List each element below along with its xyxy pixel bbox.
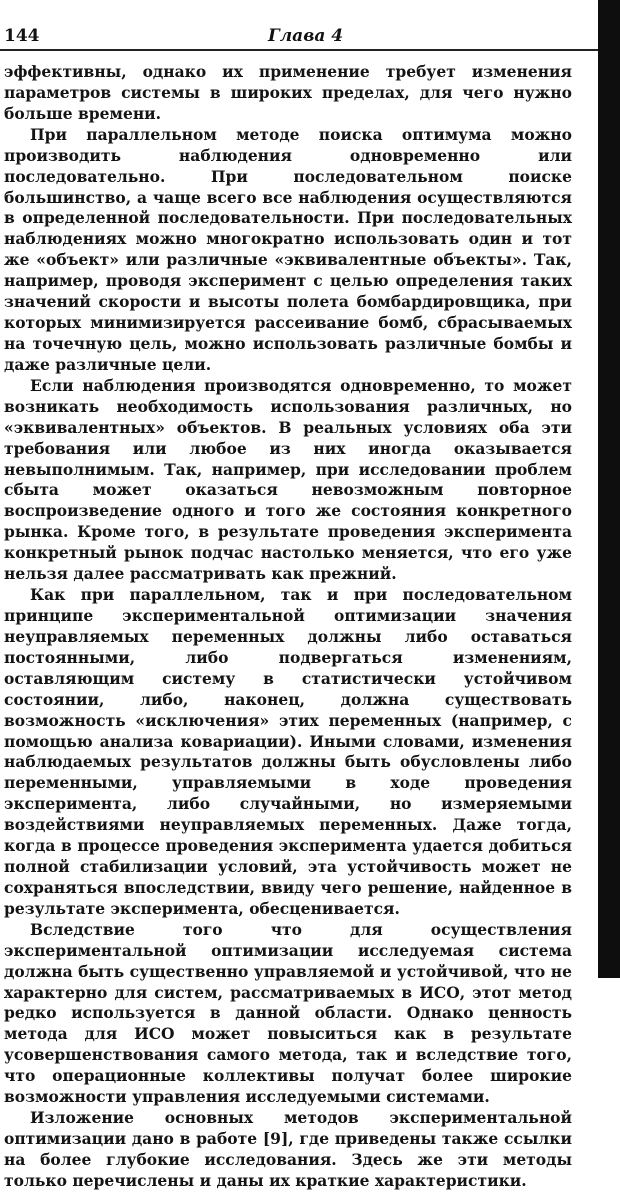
paragraph-2: При параллельном методе поиска оптимума можно производить наблюдения одновременно или последовательно. При последовательном поиске большинство, а чаще всего все наблюдения осуществляются в определенной последовательности. При последовательных наблюдениях можно многократно использовать один и тот же «объект» или различные «эквивалентные объекты». Так, например, проводя эксперимент с целью определения таких значений скорости и высоты полета бомбардировщика, при которых минимизируется рассеивание бомб, сбрасываемых на точечную цель, можно использовать различные бомбы и даже различные цели. bbox=[4, 124, 572, 374]
paragraph-4: Как при параллельном, так и при последовательном принципе экспериментальной оптимизации значения неуправляемых переменных должны либо оставаться постоянными, либо подвергаться изменениям, оставляющим систему в статистически устойчивом состоянии, либо, наконец, должна существовать возможность «исключения» этих переменных (например, с помощью анализа ковариации). Иными словами, изменения наблюдаемых результатов должны быть обусловлены либо переменными, управляемыми в ходе проведения эксперимента, либо случайными, но измеряемыми воздействиями неуправляемых переменных. Даже тогда, когда в процессе проведения эксперимента удается добиться полной стабилизации условий, эта устойчивость может не сохраняться впоследствии, ввиду чего решение, найденное в результате эксперимента, обесценивается. bbox=[4, 585, 572, 918]
body-text bbox=[4, 62, 572, 1192]
scan-edge-shadow bbox=[598, 0, 620, 978]
page-number: 144 bbox=[4, 26, 40, 46]
paragraph-6: Изложение основных методов экспериментальной оптимизации дано в работе [9], где приведены также ссылки на более глубокие исследования. Здесь же эти методы только перечислены и даны их краткие характеристики. bbox=[4, 1108, 572, 1190]
paragraph-5: Вследствие того что для осуществления экспериментальной оптимизации исследуемая система должна быть существенно управляемой и устойчивой, что не характерно для систем, рассматриваемых в ИСО, этот метод редко используется в данной области. Однако ценность метода для ИСО может повыситься как в результате усовершенствования самого метода, так и вследствие того, что операционные коллективы получат более широкие возможности управления исследуемыми системами. bbox=[4, 919, 572, 1107]
header-rule bbox=[0, 49, 598, 51]
page-header bbox=[4, 26, 602, 50]
paragraph-3: Если наблюдения производятся одновременно, то может возникать необходимость использования различных, но «эквивалентных» объектов. В реальных условиях оба эти требования или любое из них иногда оказывается невыполнимым. Так, например, при исследовании проблем сбыта может оказаться невозможным повторное воспроизведение одного и того же состояния конкретного рынка. Кроме того, в результате проведения эксперимента конкретный рынок подчас настолько меняется, что его уже нельзя далее рассматривать как прежний. bbox=[4, 375, 572, 584]
paragraph-1: эффективны, однако их применение требует изменения параметров системы в широких пределах, для чего нужно больше времени. bbox=[4, 62, 572, 123]
running-head: Глава 4 bbox=[268, 26, 344, 46]
